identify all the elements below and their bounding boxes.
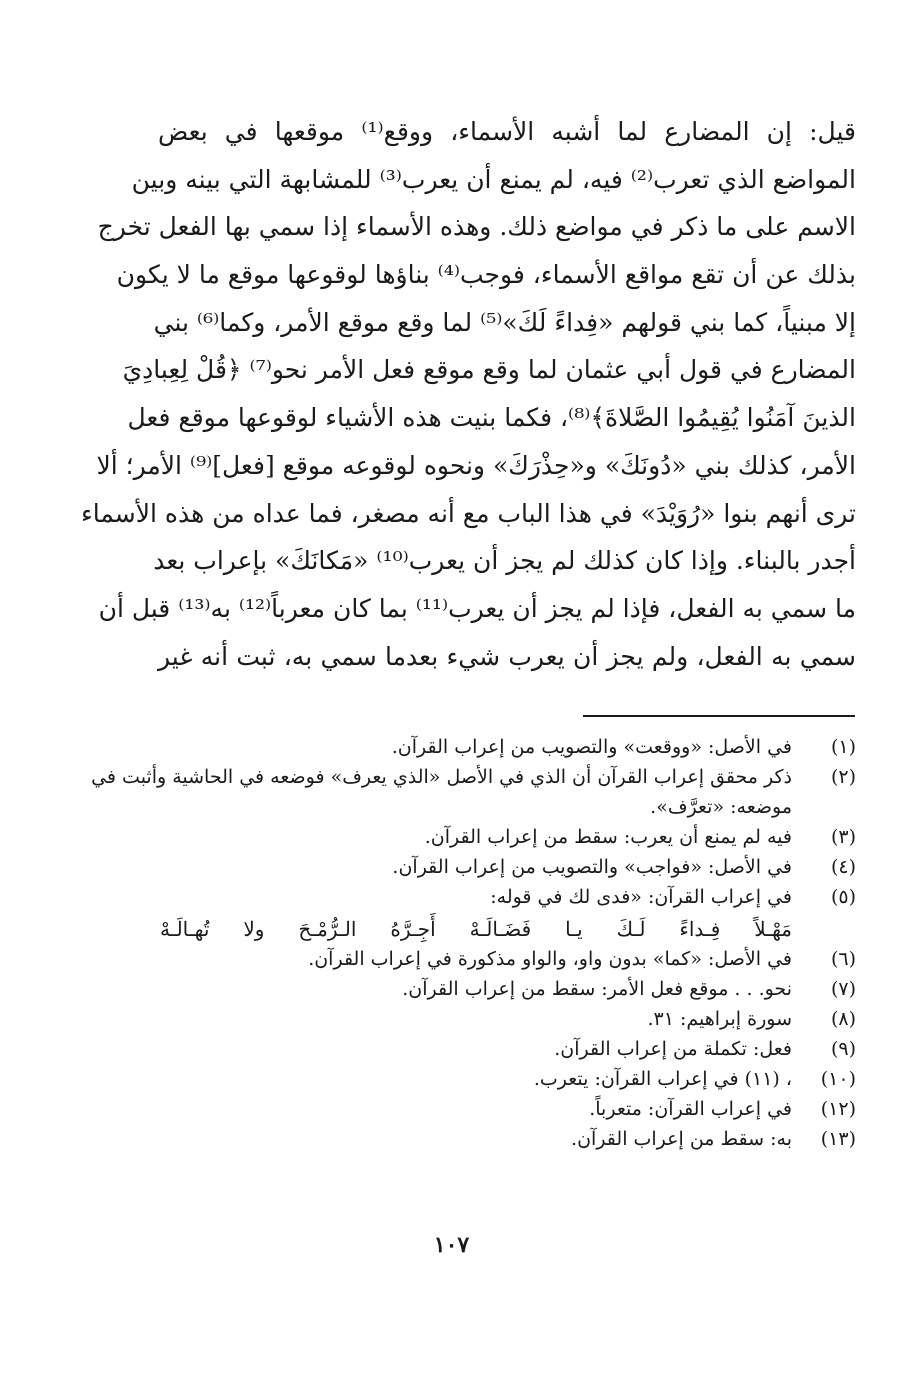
text-line: المضارع في قول أبي عثمان لما وقع موقع فعل الأمر نحو⁽⁷⁾ ﴿قُلْ لِعِبادِيَ <box>122 355 856 385</box>
text-line: ترى أنهم بنوا «رُوَيْدَ» في هذا الباب مع أنه مصغر، فما عداه من هذه الأسماء <box>80 498 856 528</box>
footnote-text: في الأصل: «ووقعت» والتصويب من إعراب القرآن. <box>391 736 792 758</box>
footnote-number: (٩) <box>830 1038 856 1060</box>
footnote-number: (١٣) <box>820 1128 856 1150</box>
text-line: بذلك عن أن تقع مواقع الأسماء، فوجب⁽⁴⁾ بناؤها لوقوعها موقع ما لا يكون <box>116 260 856 290</box>
footnote-item <box>91 762 856 822</box>
footnote-item <box>160 1034 856 1064</box>
text-line: الاسم على ما ذكر في مواضع ذلك. وهذه الأسماء إذا سمي بها الفعل تخرج <box>97 212 856 242</box>
footnote-item <box>160 822 856 852</box>
footnote-number: (٥) <box>830 886 856 908</box>
poetry-verse: مَهْـلاً فِـداءً لَـكَ يـا فَضَـالَـهْ أَجِـرَّهُ الـرُّمْـحَ ولا تُهـالَـهْ <box>160 917 792 941</box>
footnote-number: (٣) <box>830 826 856 848</box>
text-line: قيل: إن المضارع لما أشبه الأسماء، ووقع⁽¹⁾ موقعها في بعض <box>158 117 856 146</box>
footnote-number: (٤) <box>830 856 856 878</box>
text-line: أجدر بالبناء. وإذا كان كذلك لم يجز أن يعرب⁽¹⁰⁾ «مَكانَكَ» بإعراب بعد <box>153 546 856 576</box>
text-line: المواضع الذي تعرب⁽²⁾ فيه، لم يمنع أن يعرب⁽³⁾ للمشابهة التي بينه وبين <box>131 164 856 194</box>
footnote-text: في الأصل: «كما» بدون واو، والواو مذكورة في إعراب القرآن. <box>308 948 792 970</box>
footnote-number: (٢) <box>830 766 856 788</box>
footnote-separator <box>583 715 855 717</box>
footnote-text-continuation: موضعه: «تعرَّف». <box>650 796 792 818</box>
footnote-text: ، (١١) في إعراب القرآن: يتعرب. <box>533 1068 792 1090</box>
footnote-item <box>160 944 856 974</box>
text-line: إلا مبنياً، كما بني قولهم «فِداءً لَكَ»⁽⁵⁾ لما وقع موقع الأمر، وكما⁽⁶⁾ بني <box>153 307 856 337</box>
footnote-number: (٧) <box>830 978 856 1000</box>
footnote-number: (١) <box>830 736 856 758</box>
footnote-item <box>160 882 856 944</box>
footnote-item <box>160 732 856 762</box>
footnote-text: ذكر محقق إعراب القرآن أن الذي في الأصل «الذي يعرف» فوضعه في الحاشية وأثبت في <box>91 766 792 788</box>
text-line: الأمر، كذلك بني «دُونَكَ» و«حِذْرَكَ» ونحوه لوقوعه موقع [فعل]⁽⁹⁾ الأمر؛ ألا <box>96 450 856 480</box>
footnote-text: فيه لم يمنع أن يعرب: سقط من إعراب القرآن. <box>424 826 792 848</box>
footnote-text: في الأصل: «فواجب» والتصويب من إعراب القرآن. <box>392 856 792 878</box>
footnote-text: في إعراب القرآن: متعرباً. <box>589 1098 792 1120</box>
footnote-item <box>160 852 856 882</box>
footnote-item <box>160 1124 856 1154</box>
footnote-item <box>160 1004 856 1034</box>
footnotes <box>91 732 856 1154</box>
text-line: الذينَ آمَنُوا يُقِيمُوا الصَّلاةَ﴾⁽⁸⁾، فكما بنيت هذه الأشياء لوقوعها موقع فعل <box>127 403 856 433</box>
footnote-text: به: سقط من إعراب القرآن. <box>571 1128 792 1150</box>
main-text <box>80 108 856 680</box>
footnote-number: (١٢) <box>820 1098 856 1120</box>
footnote-item <box>160 974 856 1004</box>
footnote-number: (٦) <box>830 948 856 970</box>
page-number: ١٠٧ <box>433 1232 470 1258</box>
text-line: سمي به الفعل، ولم يجز أن يعرب شيء بعدما سمي به، ثبت أنه غير <box>158 641 856 671</box>
footnote-text: فعل: تكملة من إعراب القرآن. <box>554 1038 792 1060</box>
footnote-number: (١٠) <box>820 1068 856 1090</box>
footnote-text: نحو. . . موقع فعل الأمر: سقط من إعراب القرآن. <box>402 978 792 1000</box>
text-line: ما سمي به الفعل، فإذا لم يجز أن يعرب⁽¹¹⁾ بما كان معرباً⁽¹²⁾ به⁽¹³⁾ قبل أن <box>98 593 856 623</box>
footnote-text: في إعراب القرآن: «فدى لك في قوله: <box>490 886 792 908</box>
footnote-number: (٨) <box>830 1008 856 1030</box>
footnote-text: سورة إبراهيم: ٣١. <box>647 1008 792 1030</box>
footnote-item <box>160 1094 856 1124</box>
footnote-item <box>160 1064 856 1094</box>
